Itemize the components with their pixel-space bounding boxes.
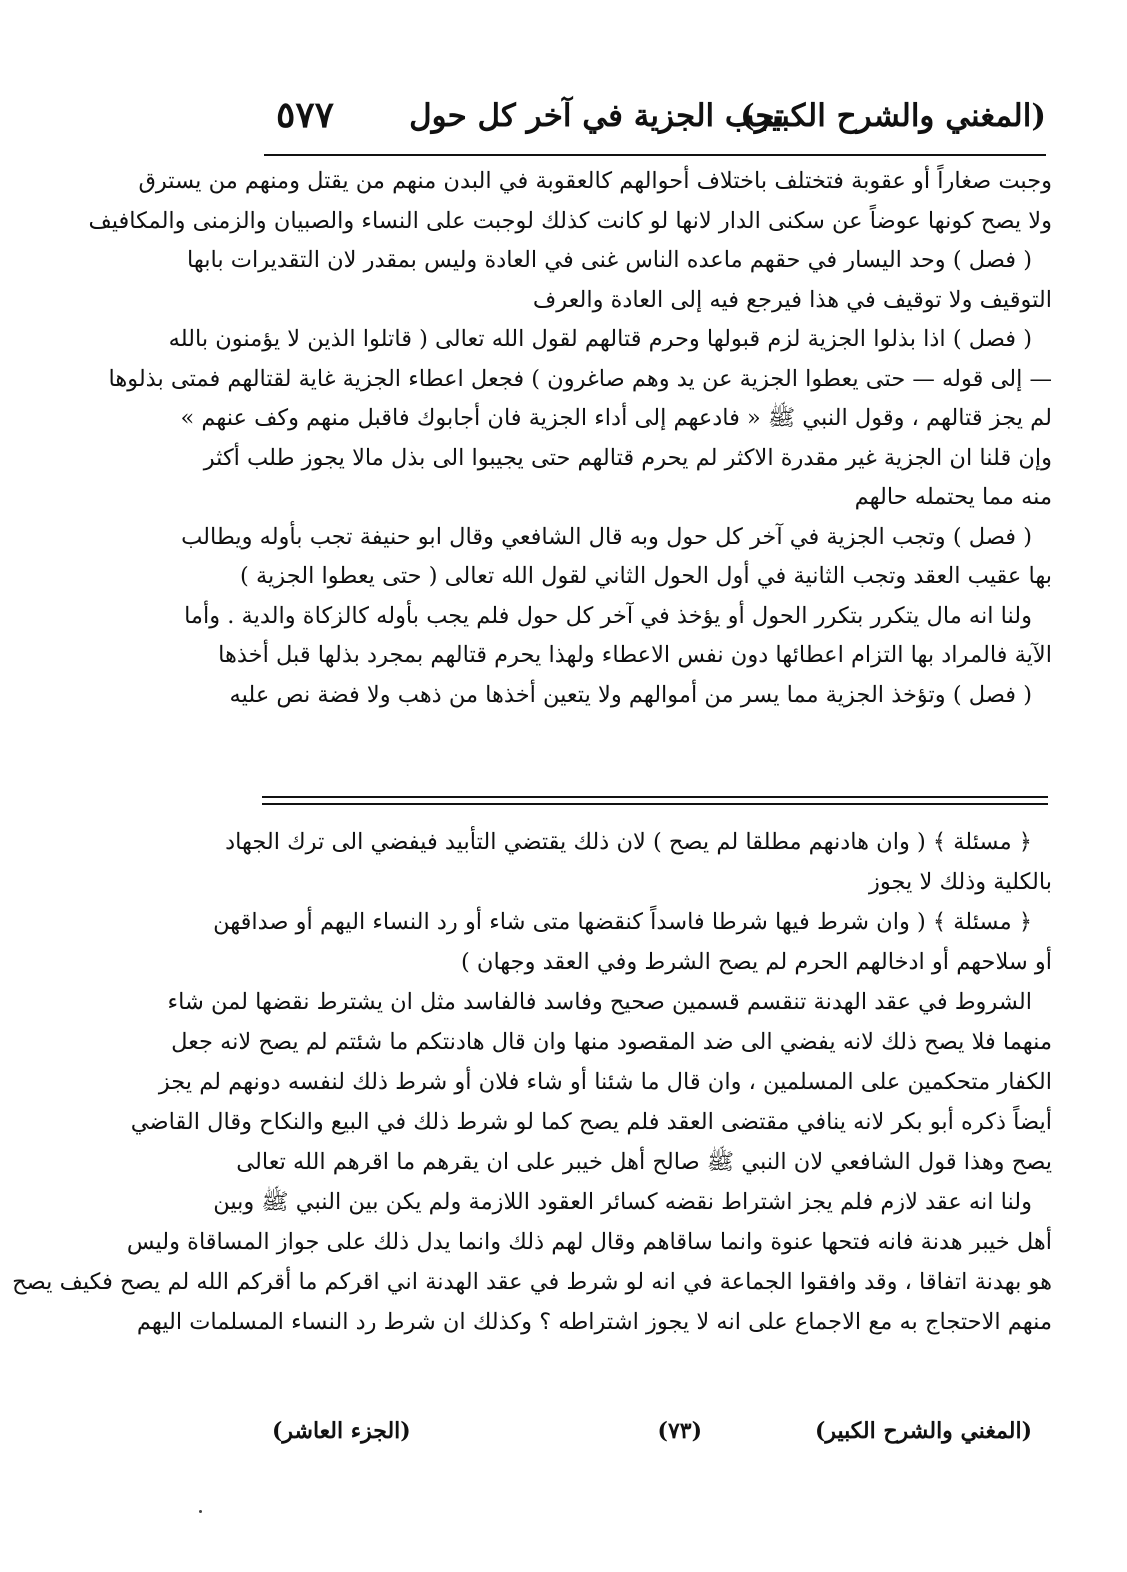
text-line: ﴿ مسئلة ﴾ ( وان هادنهم مطلقا لم يصح ) لان ذلك يقتضي التأبيد فيفضي الى ترك الجهاد [225,829,1032,855]
text-line: أو سلاحهم أو ادخالهم الحرم لم يصح الشرط وفي العقد وجهان ) [460,949,1052,975]
main-text [88,162,1052,715]
text-line: ( فصل ) وتجب الجزية في آخر كل حول وبه قال الشافعي وقال ابو حنيفة تجب بأوله ويطالب [181,523,1032,550]
text-line: ( فصل ) وحد اليسار في حقهم ماعده الناس غنى في العادة وليس بمقدر لان التقديرات بابها [187,247,1032,273]
text-line: منهم الاحتجاج به مع الاجماع على انه لا يجوز اشتراطه ؟ وكذلك ان شرط رد النساء المسلمات اليهم [136,1309,1052,1335]
text-line: — إلى قوله — حتى يعطوا الجزية عن يد وهم صاغرون ) فجعل اعطاء الجزية غاية لقتالهم فمتى بذلوها [108,365,1052,392]
text-line: هو بهدنة اتفاقا ، وقد وافقوا الجماعة في انه لو شرط في عقد الهدنة اني اقركم ما أقركم الله لم يصح فكيف يصح [12,1269,1052,1295]
text-line: أيضاً ذكره أبو بكر لانه ينافي مقتضى العقد فلم يصح كما لو شرط ذلك في البيع والنكاح وقال القاضي [130,1109,1052,1135]
section-title: تجب الجزية في آخر كل حول [409,98,784,134]
section-divider-bottom [262,803,1048,805]
text-line: وجبت صغاراً أو عقوبة فتختلف باختلاف أحوالهم كالعقوبة في البدن منهم من يقتل ومنهم من يسترق [138,168,1052,194]
text-line: يصح وهذا قول الشافعي لان النبي ﷺ صالح أهل خيبر على ان يقرهم ما اقرهم الله تعالى [236,1149,1052,1175]
text-line: بالكلية وذلك لا يجوز [869,869,1052,895]
section-divider-top [262,796,1048,798]
text-line: ﴿ مسئلة ﴾ ( وان شرط فيها شرطا فاسداً كنقضها متى شاء أو رد النساء اليهم أو صداقهن [213,909,1032,935]
text-line: منهما فلا يصح ذلك لانه يفضي الى ضد المقصود منها وان قال هادنتكم ما شئتم لم يصح لانه جعل [171,1029,1052,1055]
footer-signature: (٧٣) [657,1418,702,1444]
page-footer [272,1418,1032,1458]
page-number: ٥٧٧ [276,94,335,136]
text-line: الكفار متحكمين على المسلمين ، وان قال ما شئنا أو شاء فلان أو شرط ذلك لنفسه دونهم لم يجز [158,1069,1052,1095]
footer-volume: (الجزء العاشر) [272,1418,411,1444]
running-title: (المغني والشرح الكبير) [740,98,1046,134]
text-line: ( فصل ) وتؤخذ الجزية مما يسر من أموالهم ولا يتعين أخذها من ذهب ولا فضة نص عليه [229,681,1032,708]
commentary-text [12,822,1052,1342]
text-line: ولنا انه مال يتكرر بتكرر الحول أو يؤخذ في آخر كل حول فلم يجب بأوله كالزكاة والدية . وأما [184,602,1032,629]
footer-book-title: (المغني والشرح الكبير) [814,1418,1032,1444]
text-line: بها عقيب العقد وتجب الثانية في أول الحول الثاني لقول الله تعالى ( حتى يعطوا الجزية ) [240,563,1052,589]
text-line: الآية فالمراد بها التزام اعطائها دون نفس الاعطاء ولهذا يحرم قتالهم بمجرد بذلها قبل أخذها [218,642,1052,668]
page-header [262,92,1046,148]
text-line: الشروط في عقد الهدنة تنقسم قسمين صحيح وفاسد فالفاسد مثل ان يشترط نقضها لمن شاء [167,989,1032,1015]
text-line: وإن قلنا ان الجزية غير مقدرة الاكثر لم يحرم قتالهم حتى يجيبوا الى بذل مالا يجوز طلب أكثر [203,444,1052,471]
text-line: منه مما يحتمله حالهم [854,484,1052,510]
scan-speck [199,1510,202,1513]
text-line: ولنا انه عقد لازم فلم يجز اشتراط نقضه كسائر العقود اللازمة ولم يكن بين النبي ﷺ وبين [213,1189,1032,1215]
text-line: أهل خيبر هدنة فانه فتحها عنوة وانما ساقاهم وقال لهم ذلك وانما يدل ذلك على جواز المساقاة وليس [126,1229,1052,1255]
text-line: التوقيف ولا توقيف في هذا فيرجع فيه إلى العادة والعرف [532,286,1052,313]
header-divider [264,154,1046,156]
text-line: لم يجز قتالهم ، وقول النبي ﷺ « فادعهم إلى أداء الجزية فان أجابوك فاقبل منهم وكف عنهم » [180,405,1052,431]
text-line: ( فصل ) اذا بذلوا الجزية لزم قبولها وحرم قتالهم لقول الله تعالى ( قاتلوا الذين لا يؤمنون بالله [168,326,1032,352]
text-line: ولا يصح كونها عوضاً عن سكنى الدار لانها لو كانت كذلك لوجبت على النساء والصبيان والزمنى والمكافيف [88,207,1052,234]
